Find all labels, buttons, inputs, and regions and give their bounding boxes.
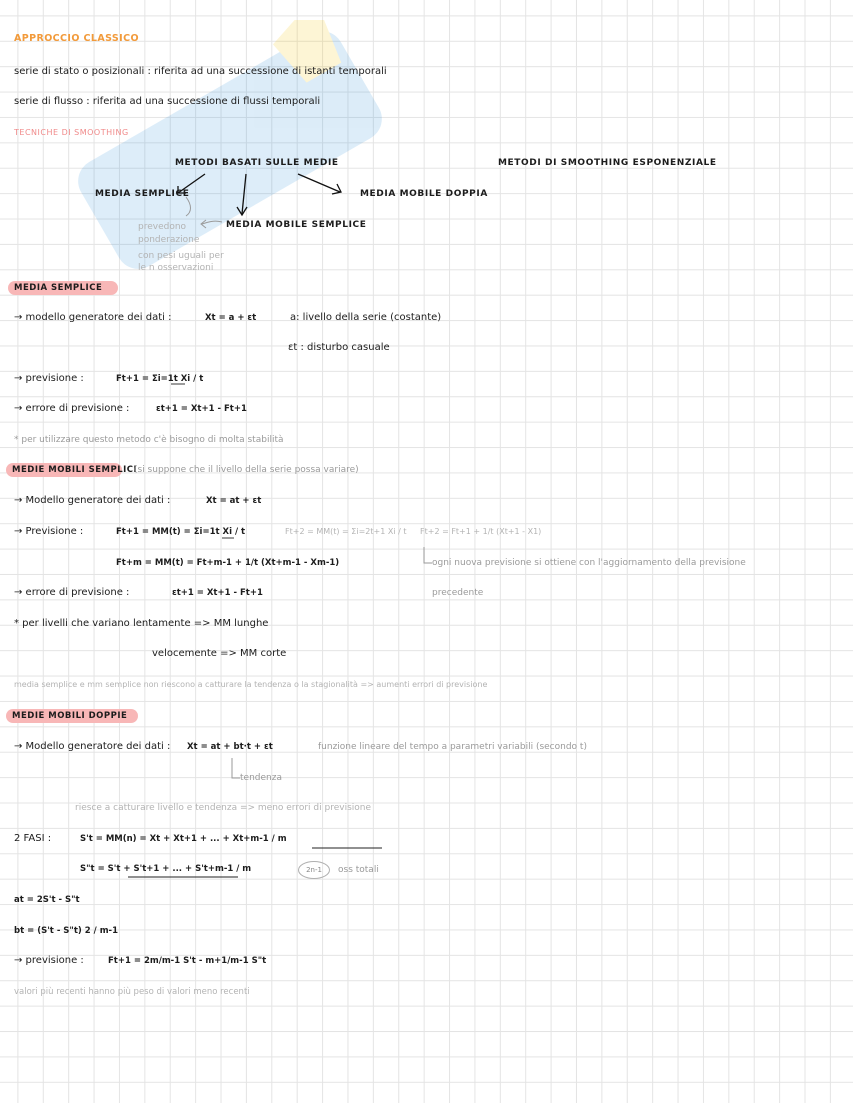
metodi-medie-label: METODI BASATI SULLE MEDIE xyxy=(175,158,339,168)
media-mobile-doppia-node: MEDIA MOBILE DOPPIA xyxy=(360,189,488,199)
previsione-mmd-label: → previsione : xyxy=(14,955,84,966)
metodi-esponenziale-label: METODI DI SMOOTHING ESPONENZIALE xyxy=(498,158,717,168)
previsione-mms-formula-2: Ft+m = MM(t) = Ft+m-1 + 1/t (Xt+m-1 - Xm-1) xyxy=(116,558,340,568)
previsione-mms-label: → Previsione : xyxy=(14,526,84,537)
modello-mms-formula: Xt = at + εt xyxy=(206,496,262,506)
fase-2-formula: S"t = S't + S't+1 + ... + S't+m-1 / m xyxy=(80,864,252,874)
a-description: a: livello della serie (costante) xyxy=(290,312,442,323)
errore-mms-formula: εt+1 = Xt+1 - Ft+1 xyxy=(172,588,263,598)
riesce-note: riesce a catturare livello e tendenza => meno errori di previsione xyxy=(75,803,372,813)
modello-mmd-formula: Xt = at + bt·t + εt xyxy=(187,742,273,752)
previsione-mmd-formula: Ft+1 = 2m/m-1 S't - m+1/m-1 S"t xyxy=(108,956,267,966)
previsione-side-formula-2: Ft+2 = Ft+1 + 1/t (Xt+1 - X1) xyxy=(420,527,542,536)
previsione-label: → previsione : xyxy=(14,373,84,384)
fase-1-formula: S't = MM(n) = Xt + Xt+1 + ... + Xt+m-1 / m xyxy=(80,834,287,844)
bt-formula: bt = (S't - S"t) 2 / m-1 xyxy=(14,926,119,936)
previsione-side-formula-1: Ft+2 = MM(t) = Σi=2t+1 Xi / t xyxy=(285,527,407,536)
modello-label: → modello generatore dei dati : xyxy=(14,312,172,323)
aggiornamento-note: ogni nuova previsione si ottiene con l'aggiornamento della previsione xyxy=(432,558,746,568)
tendenza-label: tendenza xyxy=(240,773,282,783)
media-mobile-semplice-node: MEDIA MOBILE SEMPLICE xyxy=(226,220,367,230)
oss-count-circle: 2n-1 xyxy=(298,861,330,879)
previsione-mms-formula-1: Ft+1 = MM(t) = Σi=1t Xi / t xyxy=(116,527,246,537)
modello-mmd-label: → Modello generatore dei dati : xyxy=(14,741,171,752)
livelli-lentamente: * per livelli che variano lentamente => MM lunghe xyxy=(14,618,269,629)
note-line-4: le n osservazioni xyxy=(138,263,214,273)
section-heading-media-semplice: MEDIA SEMPLICE xyxy=(14,283,103,293)
errore-formula: εt+1 = Xt+1 - Ft+1 xyxy=(156,404,247,414)
previsione-formula: Ft+1 = Σi=1t Xi / t xyxy=(116,374,204,384)
livello-note: (si suppone che il livello della serie possa variare) xyxy=(134,465,359,475)
tendenza-note: media semplice e mm semplice non riescono a catturare la tendenza o la stagionalità => aumenti errori di previsione xyxy=(14,680,488,689)
funzione-lineare-note: funzione lineare del tempo a parametri variabili (secondo t) xyxy=(318,742,587,752)
fasi-label: 2 FASI : xyxy=(14,833,52,844)
media-semplice-node: MEDIA SEMPLICE xyxy=(95,189,190,199)
aggiornamento-note-2: precedente xyxy=(432,588,484,598)
note-line-3: con pesi uguali per xyxy=(138,251,224,261)
modello-mms-label: → Modello generatore dei dati : xyxy=(14,495,171,506)
stabilita-note: * per utilizzare questo metodo c'è bisogno di molta stabilità xyxy=(14,435,284,445)
note-line-2: ponderazione xyxy=(138,235,200,245)
tecniche-heading: TECNICHE DI SMOOTHING xyxy=(14,128,129,137)
e-description: εt : disturbo casuale xyxy=(288,342,390,353)
section-heading-medie-mobili-doppie: MEDIE MOBILI DOPPIE xyxy=(12,711,128,721)
serie-stato-line: serie di stato o posizionali : riferita ad una successione di istanti temporali xyxy=(14,66,387,77)
oss-totali-label: oss totali xyxy=(338,865,379,875)
errore-mms-label: → errore di previsione : xyxy=(14,587,130,598)
errore-label: → errore di previsione : xyxy=(14,403,130,414)
note-line-1: prevedono xyxy=(138,222,187,232)
section-heading-medie-mobili-semplici: MEDIE MOBILI SEMPLICI xyxy=(12,465,138,475)
livelli-velocemente: velocemente => MM corte xyxy=(152,648,287,659)
peso-note: valori più recenti hanno più peso di valori meno recenti xyxy=(14,987,250,997)
at-formula: at = 2S't - S"t xyxy=(14,895,80,905)
modello-formula: Xt = a + εt xyxy=(205,313,257,323)
serie-flusso-line: serie di flusso : riferita ad una successione di flussi temporali xyxy=(14,96,321,107)
page-title: APPROCCIO CLASSICO xyxy=(14,33,139,44)
